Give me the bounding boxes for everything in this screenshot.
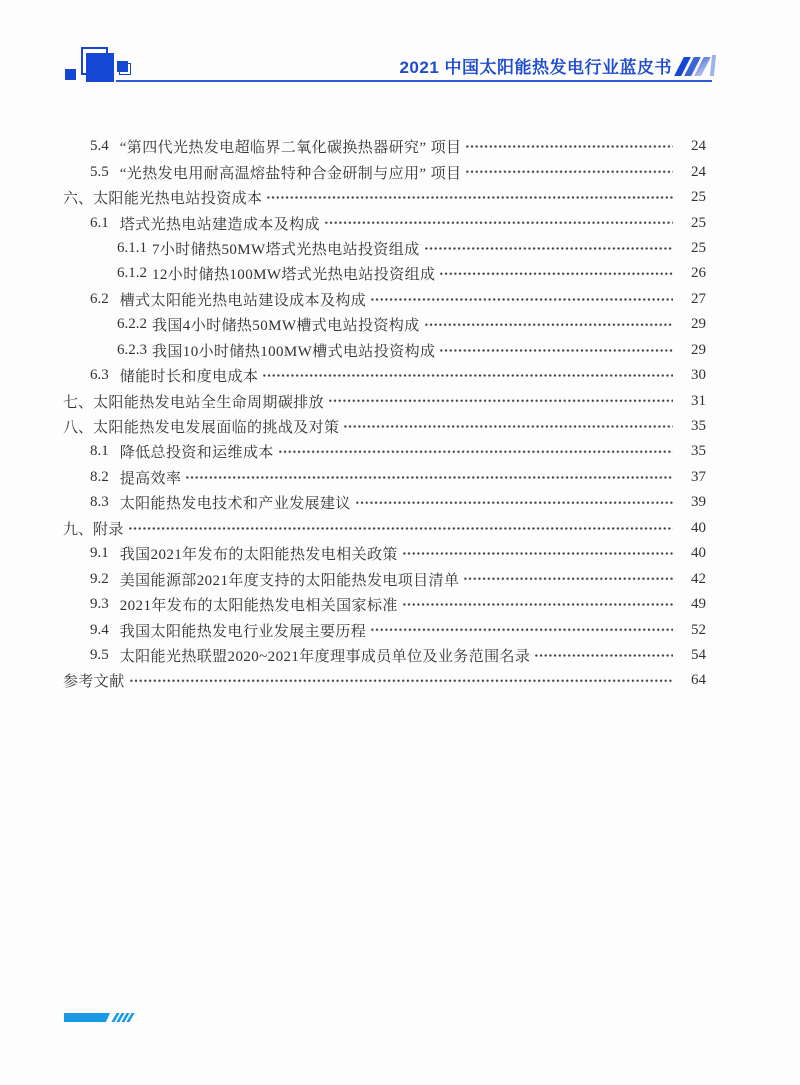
toc-entry-title: 我国太阳能热发电行业发展主要历程 [119, 623, 367, 640]
toc-entry [0, 236, 800, 261]
toc-entry [0, 668, 800, 693]
toc-entry [0, 617, 800, 642]
toc-entry-number: 六、 [63, 191, 94, 208]
toc-entry [0, 566, 800, 591]
dot-leader [262, 363, 673, 388]
toc-entry-number: 9.2 [90, 570, 109, 587]
toc-entry-title: 太阳能热发电发展面临的挑战及对策 [93, 420, 340, 437]
toc-entry-page: 42 [691, 570, 706, 587]
toc-entry-number: 8.1 [90, 443, 109, 460]
toc-entry-number: 6.1 [90, 214, 109, 231]
toc-entry-number: 九、 [63, 521, 94, 538]
toc-entry-number: 6.2.2 [117, 316, 147, 333]
vertical-bar-icon [710, 55, 716, 76]
toc-entry-title: 我国4小时储热50MW槽式电站投资构成 [152, 318, 420, 335]
toc-entry [0, 465, 800, 490]
toc-entry-title: “光热发电用耐高温熔盐特种合金研制与应用” 项目 [119, 165, 462, 182]
table-of-contents [0, 134, 800, 694]
toc-entry-title: 12小时储热100MW塔式光热电站投资组成 [152, 267, 436, 284]
dot-leader [402, 592, 673, 617]
dot-leader [355, 490, 673, 515]
dot-leader [343, 414, 673, 439]
dot-leader [439, 338, 673, 363]
toc-entry-page: 24 [691, 163, 706, 180]
toc-entry-number: 6.2.3 [117, 341, 147, 358]
toc-entry-number: 5.5 [90, 163, 109, 180]
dot-leader [465, 134, 673, 159]
toc-entry-title: 塔式光热电站建造成本及构成 [119, 216, 320, 233]
dot-leader [463, 566, 673, 591]
toc-entry [0, 287, 800, 312]
toc-entry-title: 提高效率 [119, 470, 182, 487]
toc-entry-number: 5.4 [90, 138, 109, 155]
toc-entry-title: 2021年发布的太阳能热发电相关国家标准 [119, 598, 398, 615]
footer-accent-bar-icon [64, 1013, 110, 1022]
toc-entry [0, 388, 800, 413]
toc-entry-number: 8.2 [90, 468, 109, 485]
document-title: 2021 中国太阳能热发电行业蓝皮书 [399, 58, 672, 77]
dot-leader [328, 388, 673, 413]
dot-leader [534, 643, 673, 668]
dot-leader [370, 617, 673, 642]
dot-leader [402, 541, 673, 566]
toc-entry-title: 太阳能光热联盟2020~2021年度理事成员单位及业务范围名录 [119, 648, 531, 665]
logo-square-small-right-icon [117, 61, 128, 72]
toc-entry-page: 64 [691, 672, 706, 689]
dot-leader [278, 439, 673, 464]
toc-entry [0, 185, 800, 210]
toc-entry [0, 134, 800, 159]
toc-entry-number: 9.4 [90, 621, 109, 638]
toc-entry-page: 35 [691, 443, 706, 460]
toc-entry [0, 592, 800, 617]
dot-leader [128, 516, 673, 541]
toc-entry-title: 降低总投资和运维成本 [119, 445, 274, 462]
triple-slash-icon [679, 55, 715, 76]
toc-entry-title: 储能时长和度电成本 [119, 369, 259, 386]
toc-entry-title: 附录 [93, 521, 124, 538]
toc-entry [0, 439, 800, 464]
logo-square-small-left-icon [65, 69, 76, 80]
toc-entry-page: 26 [691, 265, 706, 282]
toc-entry-title: “第四代光热发电超临界二氧化碳换热器研究” 项目 [119, 140, 462, 157]
toc-entry-title: 太阳能光热电站投资成本 [93, 191, 263, 208]
toc-entry-number: 9.5 [90, 646, 109, 663]
toc-entry-page: 30 [691, 367, 706, 384]
toc-entry-number: 七、 [63, 394, 94, 411]
toc-entry-title: 7小时储热50MW塔式光热电站投资组成 [152, 241, 420, 258]
toc-entry-number: 6.1.2 [117, 265, 147, 282]
toc-entry [0, 643, 800, 668]
toc-entry-title: 参考文献 [63, 674, 125, 691]
toc-entry-page: 39 [691, 494, 706, 511]
dot-leader [129, 668, 673, 693]
toc-entry-page: 35 [691, 418, 706, 435]
toc-entry-page: 40 [691, 519, 706, 536]
toc-entry-title: 美国能源部2021年度支持的太阳能热发电项目清单 [119, 572, 460, 589]
dot-leader [424, 236, 673, 261]
toc-entry-page: 52 [691, 621, 706, 638]
toc-entry-number: 6.1.1 [117, 239, 147, 256]
dot-leader [185, 465, 673, 490]
dot-leader [266, 185, 673, 210]
toc-entry-title: 我国2021年发布的太阳能热发电相关政策 [119, 547, 398, 564]
toc-entry [0, 541, 800, 566]
header-divider [116, 80, 712, 82]
toc-entry [0, 414, 800, 439]
toc-entry-number: 6.3 [90, 367, 109, 384]
toc-entry-page: 29 [691, 341, 706, 358]
toc-entry-title: 太阳能热发电技术和产业发展建议 [119, 496, 351, 513]
toc-entry [0, 338, 800, 363]
toc-entry-page: 29 [691, 316, 706, 333]
toc-entry [0, 312, 800, 337]
toc-entry-number: 9.1 [90, 545, 109, 562]
toc-entry-page: 40 [691, 545, 706, 562]
toc-entry-title: 太阳能热发电站全生命周期碳排放 [93, 394, 325, 411]
toc-entry-page: 25 [691, 189, 706, 206]
toc-entry-page: 25 [691, 214, 706, 231]
toc-entry-page: 27 [691, 290, 706, 307]
toc-entry-number: 9.3 [90, 596, 109, 613]
toc-entry [0, 516, 800, 541]
toc-entry-page: 24 [691, 138, 706, 155]
toc-entry-number: 8.3 [90, 494, 109, 511]
toc-entry [0, 363, 800, 388]
toc-entry-number: 6.2 [90, 290, 109, 307]
logo-square-large-icon [86, 53, 114, 82]
toc-entry-page: 25 [691, 239, 706, 256]
toc-entry-number: 八、 [63, 420, 94, 437]
dot-leader [324, 210, 673, 235]
dot-leader [465, 159, 673, 184]
toc-entry [0, 159, 800, 184]
toc-entry [0, 210, 800, 235]
toc-entry-page: 49 [691, 596, 706, 613]
toc-entry [0, 261, 800, 286]
toc-entry-page: 37 [691, 468, 706, 485]
dot-leader [439, 261, 673, 286]
dot-leader [370, 287, 673, 312]
toc-entry-page: 54 [691, 646, 706, 663]
toc-entry-page: 31 [691, 392, 706, 409]
toc-entry [0, 490, 800, 515]
dot-leader [424, 312, 673, 337]
toc-entry-title: 槽式太阳能光热电站建设成本及构成 [119, 292, 367, 309]
toc-entry-title: 我国10小时储热100MW槽式电站投资构成 [152, 343, 436, 360]
